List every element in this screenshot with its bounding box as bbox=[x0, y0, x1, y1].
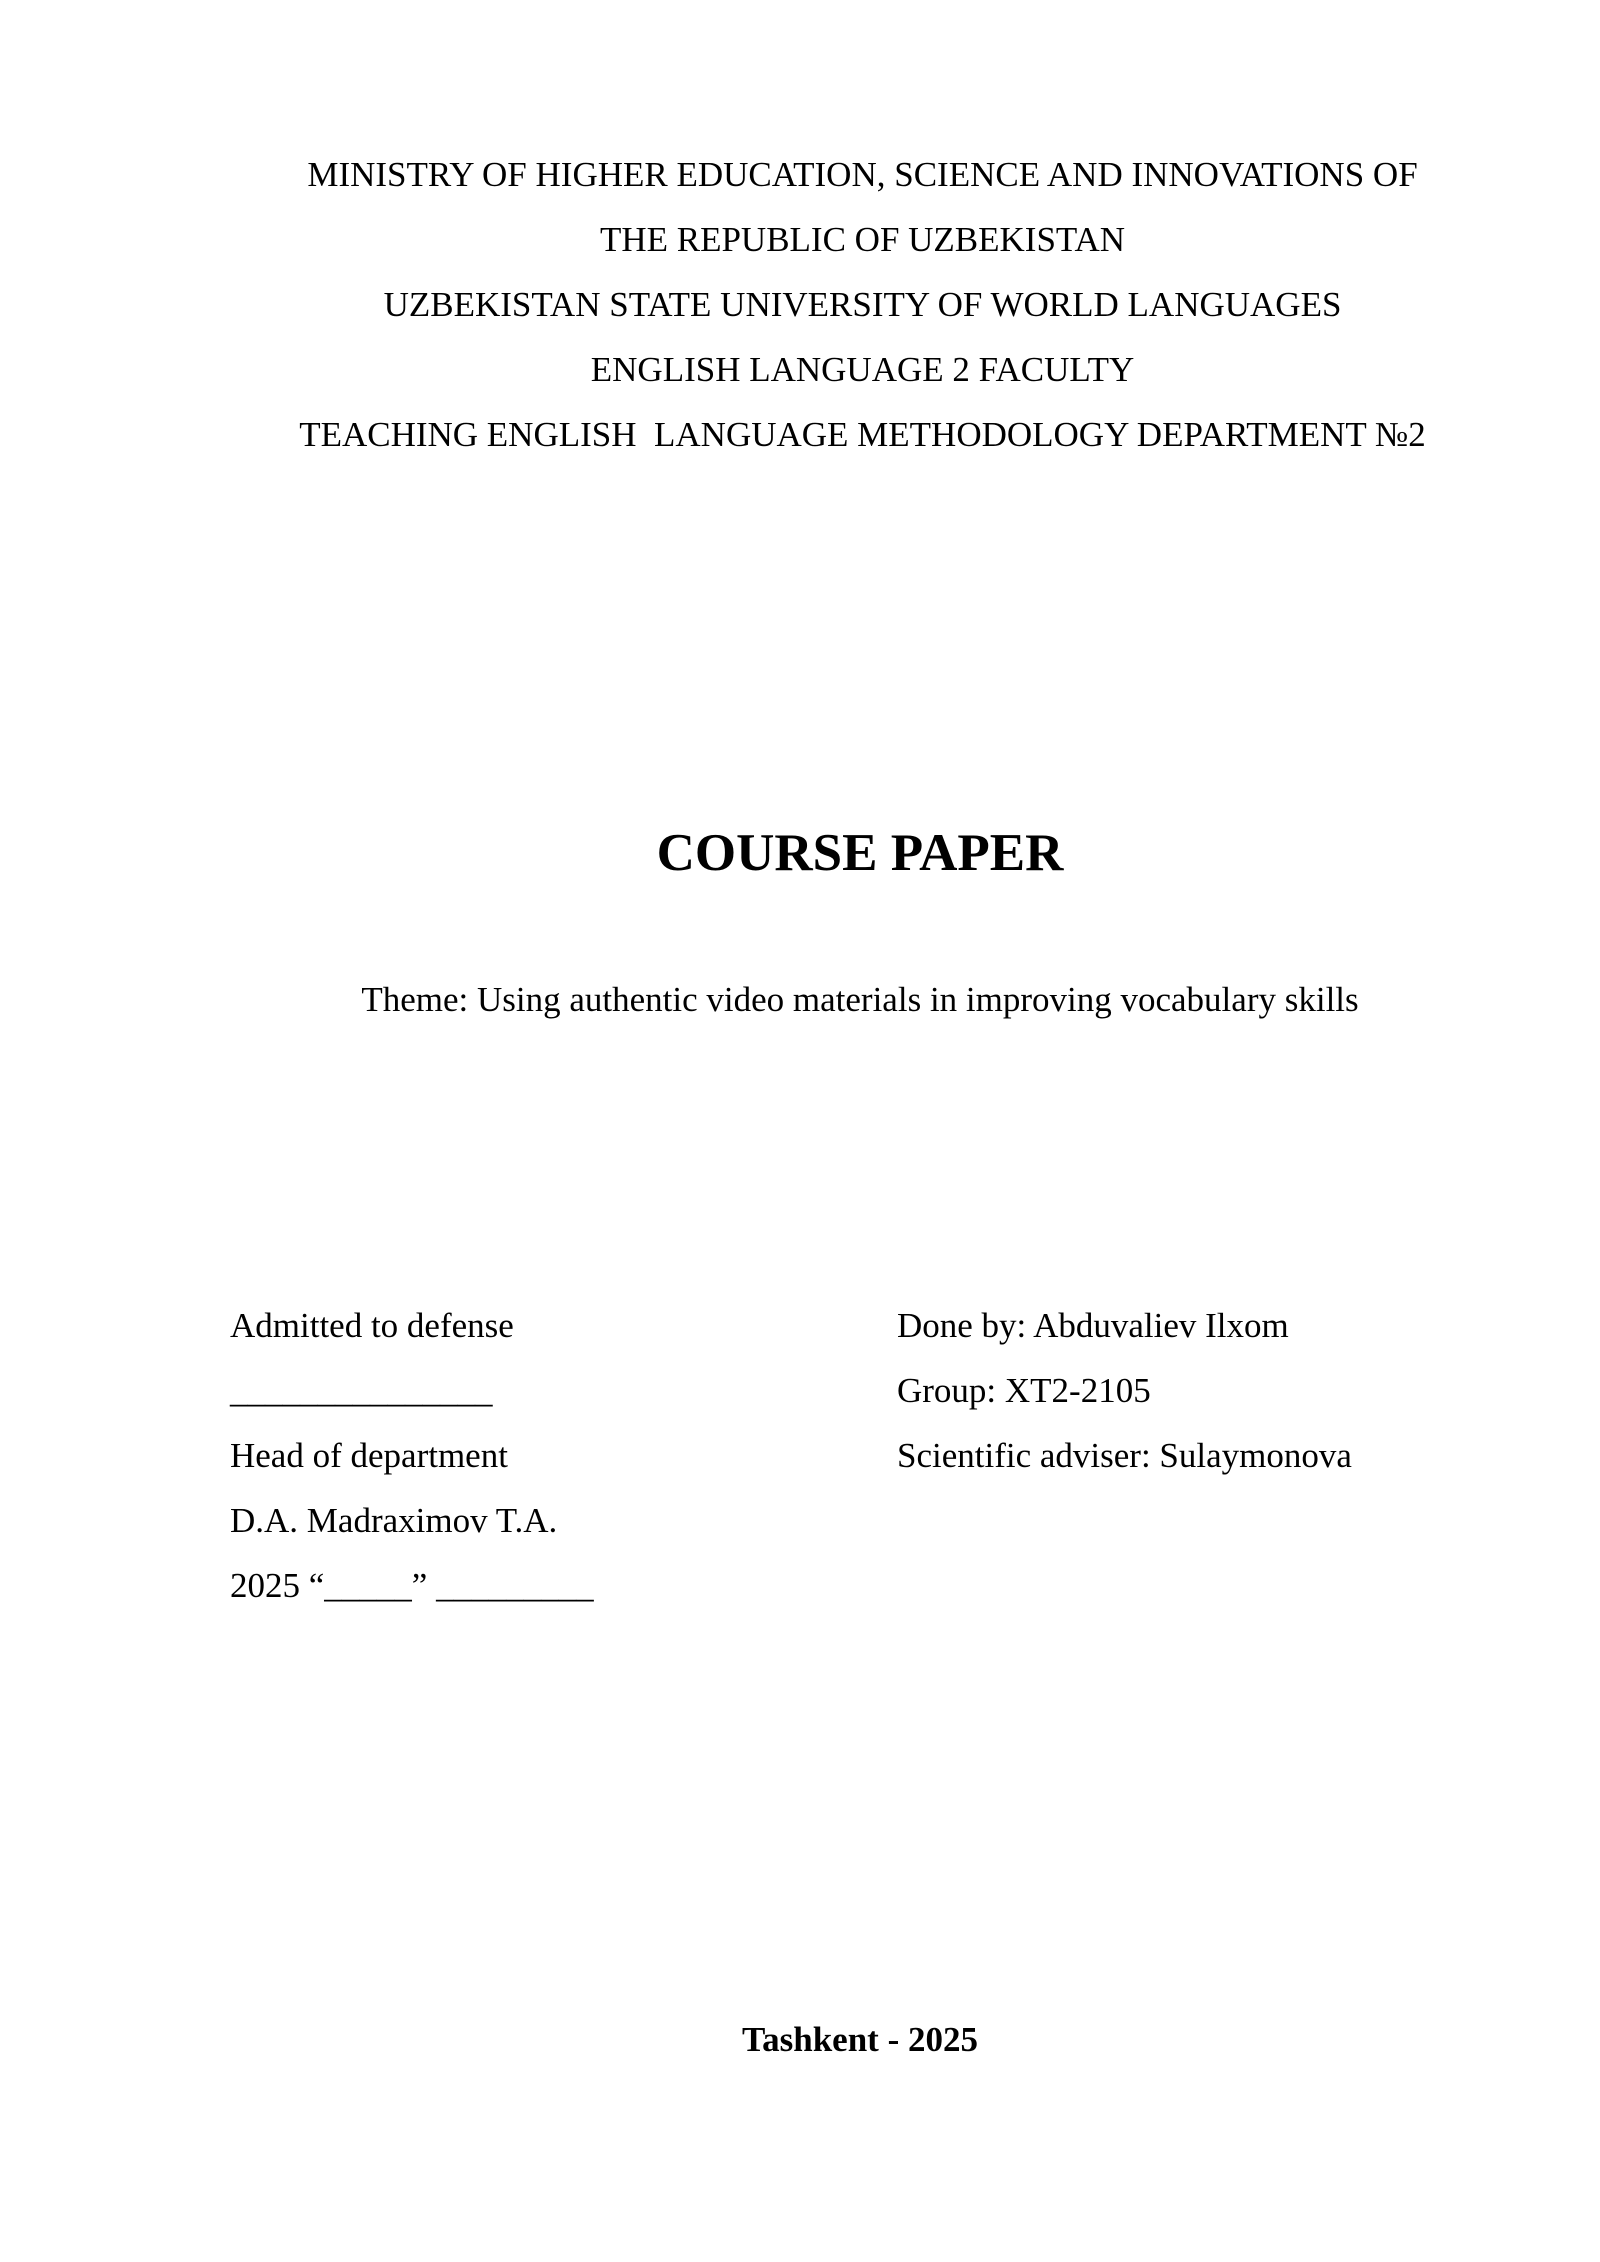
admitted-label: Admitted to defense bbox=[230, 1306, 514, 1345]
signature-blank-line: _______________ bbox=[230, 1371, 493, 1410]
admission-block bbox=[230, 1293, 594, 1618]
head-of-department-label: Head of department bbox=[230, 1436, 508, 1475]
adviser-line: Scientific adviser: Sulaymonova bbox=[897, 1436, 1352, 1475]
student-info-block bbox=[897, 1293, 1352, 1488]
head-of-department-name: D.A. Madraximov T.A. bbox=[230, 1501, 558, 1540]
group-line: Group: XT2-2105 bbox=[897, 1371, 1151, 1410]
admission-date-line: 2025 “_____” _________ bbox=[230, 1566, 594, 1605]
paper-theme: Theme: Using authentic video materials in improving vocabulary skills bbox=[361, 980, 1359, 1019]
document-title: COURSE PAPER bbox=[656, 824, 1064, 882]
header-line-faculty: ENGLISH LANGUAGE 2 FACULTY bbox=[590, 350, 1135, 389]
header-line-university: UZBEKISTAN STATE UNIVERSITY OF WORLD LANGUAGES bbox=[383, 285, 1342, 324]
place-and-year: Tashkent - 2025 bbox=[742, 2020, 978, 2059]
header-line-department: TEACHING ENGLISH LANGUAGE METHODOLOGY DEPARTMENT №2 bbox=[299, 415, 1426, 454]
header-line-ministry: MINISTRY OF HIGHER EDUCATION, SCIENCE AND INNOVATIONS OF bbox=[307, 155, 1418, 194]
author-line: Done by: Abduvaliev Ilxom bbox=[897, 1306, 1289, 1345]
header-line-republic: THE REPUBLIC OF UZBEKISTAN bbox=[599, 220, 1126, 259]
institution-header bbox=[230, 142, 1495, 467]
